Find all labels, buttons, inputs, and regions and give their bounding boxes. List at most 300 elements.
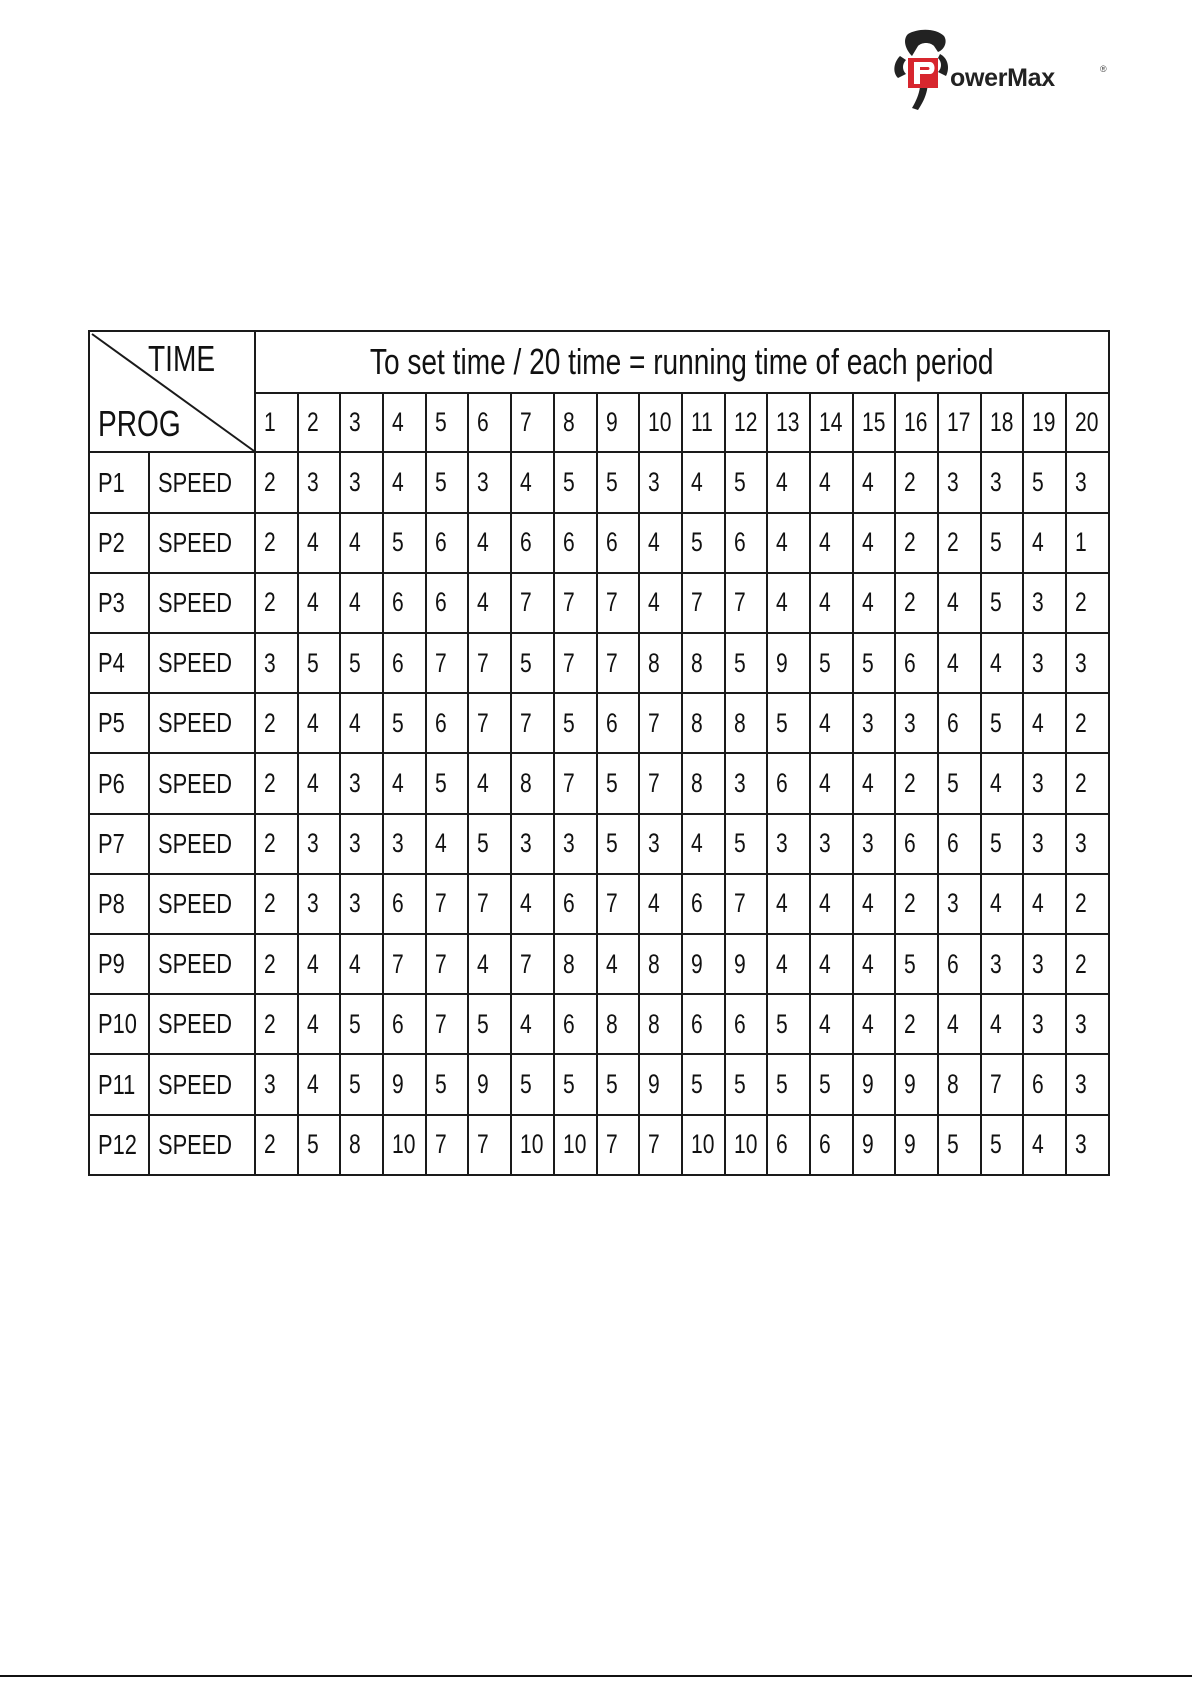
speed-value-cell — [853, 693, 896, 753]
speed-value-cell — [340, 1115, 383, 1175]
speed-value-cell — [853, 994, 896, 1054]
speed-value: 3 — [1075, 467, 1087, 498]
speed-value-cell — [725, 814, 768, 874]
speed-value: 6 — [520, 527, 532, 558]
speed-value-cell — [981, 693, 1024, 753]
speed-value: 6 — [434, 707, 447, 738]
speed-value: 4 — [648, 888, 660, 919]
speed-value-cell — [810, 1054, 853, 1114]
speed-value: 9 — [904, 1129, 917, 1160]
speed-value: 9 — [861, 1129, 874, 1160]
speed-value: 6 — [947, 828, 959, 859]
speed-value-cell — [511, 753, 554, 813]
speed-value: 7 — [477, 647, 490, 678]
speed-value-cell — [981, 452, 1024, 512]
speed-value-cell — [554, 573, 597, 633]
speed-value-cell — [255, 693, 298, 753]
speed-value: 5 — [1032, 467, 1045, 498]
program-id-cell — [89, 874, 149, 934]
speed-value-cell — [1023, 452, 1066, 512]
speed-value-cell — [938, 814, 981, 874]
speed-value: 7 — [648, 768, 660, 799]
speed-value-cell — [767, 1054, 810, 1114]
speed-value: 9 — [648, 1069, 660, 1100]
logo-wordmark: owerMax — [950, 64, 1055, 92]
speed-value: 5 — [947, 1129, 959, 1160]
speed-value: 6 — [733, 1008, 746, 1039]
speed-value-cell — [340, 573, 383, 633]
speed-value-cell — [895, 994, 938, 1054]
speed-value-cell — [298, 452, 341, 512]
speed-value-cell — [383, 573, 426, 633]
speed-value-cell — [1023, 573, 1066, 633]
program-id-cell — [89, 693, 149, 753]
row-label-cell — [149, 513, 255, 573]
corner-time-label: TIME — [148, 338, 216, 379]
speed-value-cell — [426, 513, 469, 573]
speed-value: 7 — [477, 707, 490, 738]
speed-value: 2 — [1075, 768, 1087, 799]
speed-value-cell — [597, 1115, 640, 1175]
speed-value: 4 — [1032, 527, 1045, 558]
period-number: 6 — [477, 407, 490, 438]
speed-value: 3 — [818, 828, 831, 859]
speed-value-cell — [1066, 1054, 1109, 1114]
speed-value: 3 — [562, 828, 575, 859]
row-label-cell — [149, 753, 255, 813]
speed-value: 6 — [690, 1008, 703, 1039]
period-number: 5 — [434, 407, 447, 438]
speed-value: 7 — [520, 707, 532, 738]
program-row — [89, 633, 1109, 693]
speed-value: 2 — [904, 1008, 917, 1039]
period-number: 14 — [818, 407, 843, 438]
speed-value-cell — [1023, 1054, 1066, 1114]
speed-value-cell — [639, 753, 682, 813]
speed-value: 4 — [947, 587, 959, 618]
speed-value-cell — [1023, 814, 1066, 874]
speed-value-cell — [468, 513, 511, 573]
speed-value: 4 — [306, 1008, 319, 1039]
program-id-cell — [89, 1054, 149, 1114]
speed-value-cell — [682, 753, 725, 813]
speed-value: 7 — [477, 1129, 490, 1160]
speed-value: 5 — [776, 1008, 788, 1039]
speed-value: 6 — [904, 647, 917, 678]
period-number: 10 — [648, 407, 672, 438]
speed-value-cell — [554, 633, 597, 693]
program-row — [89, 1115, 1109, 1175]
speed-value-cell — [639, 874, 682, 934]
speed-value-cell — [725, 693, 768, 753]
speed-value-cell — [340, 513, 383, 573]
speed-value-cell — [340, 753, 383, 813]
period-number: 8 — [562, 407, 575, 438]
speed-value-cell — [1066, 753, 1109, 813]
speed-value-cell — [725, 1115, 768, 1175]
speed-value-cell — [426, 753, 469, 813]
speed-value-cell — [853, 633, 896, 693]
speed-value-cell — [1066, 452, 1109, 512]
speed-value-cell — [426, 934, 469, 994]
speed-value: 10 — [690, 1129, 715, 1160]
program-row — [89, 934, 1109, 994]
speed-value-cell — [853, 753, 896, 813]
speed-value: 5 — [306, 647, 319, 678]
speed-value: 5 — [818, 1069, 831, 1100]
speed-value: 5 — [605, 1069, 618, 1100]
speed-value: 4 — [477, 948, 490, 979]
speed-value-cell — [810, 513, 853, 573]
speed-value-cell — [1023, 994, 1066, 1054]
speed-value-cell — [298, 753, 341, 813]
speed-value: 4 — [818, 768, 831, 799]
speed-value-cell — [426, 994, 469, 1054]
speed-value: 10 — [520, 1129, 544, 1160]
speed-value-cell — [725, 1054, 768, 1114]
speed-value-cell — [383, 994, 426, 1054]
speed-value-cell — [767, 1115, 810, 1175]
speed-value: 3 — [349, 768, 362, 799]
speed-value: 2 — [264, 1008, 276, 1039]
speed-value-cell — [810, 934, 853, 994]
speed-value-cell — [895, 452, 938, 512]
speed-value-cell — [1023, 633, 1066, 693]
speed-value-cell — [426, 452, 469, 512]
speed-value: 3 — [989, 948, 1002, 979]
speed-value: 6 — [904, 828, 917, 859]
speed-value: 3 — [1032, 1008, 1045, 1039]
powermax-logo — [878, 26, 1108, 116]
speed-value: 9 — [733, 948, 746, 979]
table-title-text: To set time / 20 time = running time of each period — [370, 341, 994, 383]
speed-value: 6 — [818, 1129, 831, 1160]
speed-value: 4 — [520, 1008, 532, 1039]
speed-value-cell — [511, 513, 554, 573]
row-label: SPEED — [158, 1128, 233, 1160]
speed-value-cell — [938, 1054, 981, 1114]
speed-value: 7 — [605, 587, 618, 618]
speed-value: 2 — [1075, 888, 1087, 919]
speed-value: 7 — [648, 707, 660, 738]
speed-value-cell — [554, 994, 597, 1054]
period-header-cell — [639, 393, 682, 452]
speed-value: 8 — [648, 647, 660, 678]
program-id: P11 — [98, 1068, 136, 1100]
speed-value-cell — [725, 633, 768, 693]
speed-value-cell — [298, 1115, 341, 1175]
speed-value-cell — [767, 693, 810, 753]
speed-value: 4 — [776, 948, 788, 979]
period-number: 7 — [520, 407, 532, 438]
period-number: 15 — [861, 407, 886, 438]
program-id-cell — [89, 753, 149, 813]
period-number: 16 — [904, 407, 928, 438]
speed-value-cell — [597, 874, 640, 934]
speed-value: 7 — [520, 948, 532, 979]
speed-value: 5 — [520, 647, 532, 678]
speed-value-cell — [597, 1054, 640, 1114]
speed-value-cell — [468, 573, 511, 633]
speed-value: 7 — [434, 888, 447, 919]
speed-value: 5 — [605, 768, 618, 799]
speed-value: 6 — [776, 1129, 788, 1160]
speed-value: 7 — [562, 647, 575, 678]
speed-value-cell — [767, 452, 810, 512]
speed-value: 7 — [989, 1069, 1002, 1100]
speed-value: 7 — [648, 1129, 660, 1160]
speed-value-cell — [383, 814, 426, 874]
speed-value: 3 — [349, 888, 362, 919]
speed-value-cell — [383, 753, 426, 813]
row-label: SPEED — [158, 767, 233, 799]
speed-value: 4 — [306, 527, 319, 558]
speed-value-cell — [298, 633, 341, 693]
speed-value: 5 — [776, 707, 788, 738]
speed-value-cell — [1066, 513, 1109, 573]
period-header-cell — [597, 393, 640, 452]
speed-value: 8 — [947, 1069, 959, 1100]
speed-value-cell — [298, 874, 341, 934]
speed-value: 3 — [776, 828, 788, 859]
speed-value: 4 — [947, 1008, 959, 1039]
speed-value: 5 — [605, 467, 618, 498]
speed-value-cell — [981, 994, 1024, 1054]
row-label-cell — [149, 874, 255, 934]
speed-value-cell — [426, 814, 469, 874]
speed-value: 6 — [392, 647, 404, 678]
period-number: 18 — [989, 407, 1014, 438]
speed-value: 5 — [392, 527, 404, 558]
speed-value-cell — [938, 693, 981, 753]
speed-value: 6 — [392, 587, 404, 618]
speed-value: 4 — [520, 888, 532, 919]
speed-value: 4 — [648, 587, 660, 618]
speed-value: 7 — [434, 1129, 447, 1160]
speed-value: 7 — [392, 948, 404, 979]
speed-value-cell — [981, 814, 1024, 874]
speed-value: 3 — [306, 828, 319, 859]
speed-value: 4 — [690, 467, 703, 498]
speed-value: 3 — [861, 707, 874, 738]
speed-value-cell — [725, 934, 768, 994]
speed-value: 8 — [690, 707, 703, 738]
speed-value-cell — [1023, 693, 1066, 753]
speed-value: 4 — [818, 527, 831, 558]
speed-value: 4 — [861, 1008, 874, 1039]
speed-value-cell — [767, 513, 810, 573]
speed-value: 7 — [562, 587, 575, 618]
speed-value-cell — [468, 934, 511, 994]
speed-value: 6 — [392, 1008, 404, 1039]
period-number: 3 — [349, 407, 362, 438]
speed-value: 3 — [520, 828, 532, 859]
speed-value: 7 — [733, 888, 746, 919]
period-header-cell — [1066, 393, 1109, 452]
speed-value-cell — [895, 633, 938, 693]
speed-value: 10 — [733, 1129, 757, 1160]
speed-value: 4 — [776, 527, 788, 558]
row-label: SPEED — [158, 466, 233, 498]
program-id: P9 — [98, 948, 125, 980]
speed-value-cell — [725, 994, 768, 1054]
speed-value-cell — [597, 814, 640, 874]
program-row — [89, 573, 1109, 633]
row-label: SPEED — [158, 526, 233, 558]
speed-value-cell — [895, 1054, 938, 1114]
speed-value-cell — [938, 452, 981, 512]
speed-value: 4 — [861, 768, 874, 799]
period-header-cell — [938, 393, 981, 452]
speed-value-cell — [682, 513, 725, 573]
period-header-cell — [426, 393, 469, 452]
speed-value-cell — [298, 994, 341, 1054]
period-header-cell — [682, 393, 725, 452]
speed-value: 4 — [776, 467, 788, 498]
speed-value-cell — [511, 1054, 554, 1114]
speed-value-cell — [725, 573, 768, 633]
speed-value: 2 — [264, 587, 276, 618]
speed-value: 5 — [904, 948, 917, 979]
row-label: SPEED — [158, 586, 233, 618]
period-number: 20 — [1075, 407, 1099, 438]
speed-value: 8 — [648, 948, 660, 979]
speed-value: 5 — [349, 1069, 362, 1100]
speed-value: 6 — [434, 527, 447, 558]
speed-value-cell — [255, 874, 298, 934]
speed-value-cell — [767, 753, 810, 813]
speed-value-cell — [1066, 814, 1109, 874]
speed-value: 3 — [392, 828, 404, 859]
row-label-cell — [149, 573, 255, 633]
speed-value-cell — [895, 934, 938, 994]
speed-value-cell — [255, 934, 298, 994]
speed-value: 3 — [349, 467, 362, 498]
speed-value-cell — [938, 874, 981, 934]
speed-value: 10 — [392, 1129, 416, 1160]
page-bottom-rule — [0, 1675, 1192, 1677]
speed-value-cell — [682, 573, 725, 633]
speed-value: 9 — [904, 1069, 917, 1100]
program-id-cell — [89, 573, 149, 633]
speed-value: 4 — [989, 888, 1002, 919]
speed-value-cell — [554, 874, 597, 934]
speed-value: 6 — [947, 948, 959, 979]
period-header-cell — [981, 393, 1024, 452]
speed-value-cell — [554, 814, 597, 874]
program-table — [88, 330, 1110, 1176]
speed-value-cell — [682, 814, 725, 874]
speed-value-cell — [383, 513, 426, 573]
speed-value-cell — [810, 633, 853, 693]
speed-value-cell — [255, 994, 298, 1054]
speed-value-cell — [767, 633, 810, 693]
speed-value-cell — [981, 513, 1024, 573]
speed-value: 6 — [733, 527, 746, 558]
speed-value: 4 — [861, 948, 874, 979]
speed-value: 4 — [434, 828, 447, 859]
speed-value-cell — [298, 513, 341, 573]
speed-value-cell — [511, 573, 554, 633]
row-label-cell — [149, 1054, 255, 1114]
speed-value-cell — [853, 452, 896, 512]
row-label-cell — [149, 814, 255, 874]
speed-value: 6 — [605, 527, 618, 558]
speed-value-cell — [597, 753, 640, 813]
speed-value: 4 — [818, 948, 831, 979]
program-id-cell — [89, 934, 149, 994]
speed-value-cell — [639, 452, 682, 512]
speed-value-cell — [1023, 874, 1066, 934]
program-row — [89, 513, 1109, 573]
speed-value-cell — [639, 1115, 682, 1175]
speed-value-cell — [468, 1115, 511, 1175]
speed-value: 4 — [989, 1008, 1002, 1039]
period-number: 17 — [947, 407, 971, 438]
speed-value-cell — [597, 513, 640, 573]
program-row — [89, 693, 1109, 753]
speed-value-cell — [255, 633, 298, 693]
speed-value: 6 — [434, 587, 447, 618]
speed-value: 4 — [861, 527, 874, 558]
speed-value: 7 — [434, 1008, 447, 1039]
speed-value: 3 — [1075, 828, 1087, 859]
speed-value-cell — [895, 693, 938, 753]
corner-header — [89, 331, 255, 452]
speed-value: 7 — [434, 948, 447, 979]
program-id: P12 — [98, 1128, 137, 1160]
speed-value-cell — [895, 814, 938, 874]
speed-value: 3 — [1075, 647, 1087, 678]
speed-value: 5 — [434, 467, 447, 498]
speed-value-cell — [426, 633, 469, 693]
speed-value: 3 — [1075, 1069, 1087, 1100]
speed-value: 2 — [904, 587, 917, 618]
speed-value: 8 — [562, 948, 575, 979]
speed-value-cell — [468, 633, 511, 693]
speed-value-cell — [639, 693, 682, 753]
table-title — [255, 331, 1109, 393]
speed-value: 2 — [904, 467, 917, 498]
speed-value-cell — [682, 874, 725, 934]
speed-value: 3 — [947, 888, 959, 919]
speed-value-cell — [767, 994, 810, 1054]
speed-value-cell — [1066, 693, 1109, 753]
speed-value: 4 — [861, 587, 874, 618]
speed-value-cell — [810, 753, 853, 813]
speed-value: 4 — [605, 948, 618, 979]
speed-value: 4 — [477, 587, 490, 618]
speed-value: 4 — [989, 647, 1002, 678]
program-row — [89, 753, 1109, 813]
speed-value: 9 — [861, 1069, 874, 1100]
speed-value: 5 — [562, 1069, 575, 1100]
speed-value-cell — [1023, 1115, 1066, 1175]
speed-value-cell — [426, 1115, 469, 1175]
speed-value-cell — [554, 513, 597, 573]
speed-value-cell — [682, 452, 725, 512]
speed-value-cell — [597, 934, 640, 994]
speed-value: 4 — [690, 828, 703, 859]
speed-value: 3 — [264, 1069, 276, 1100]
speed-value: 8 — [520, 768, 532, 799]
speed-value-cell — [1066, 874, 1109, 934]
speed-value: 7 — [690, 587, 703, 618]
speed-value-cell — [554, 934, 597, 994]
speed-value-cell — [938, 934, 981, 994]
row-label-cell — [149, 934, 255, 994]
speed-value-cell — [682, 1054, 725, 1114]
